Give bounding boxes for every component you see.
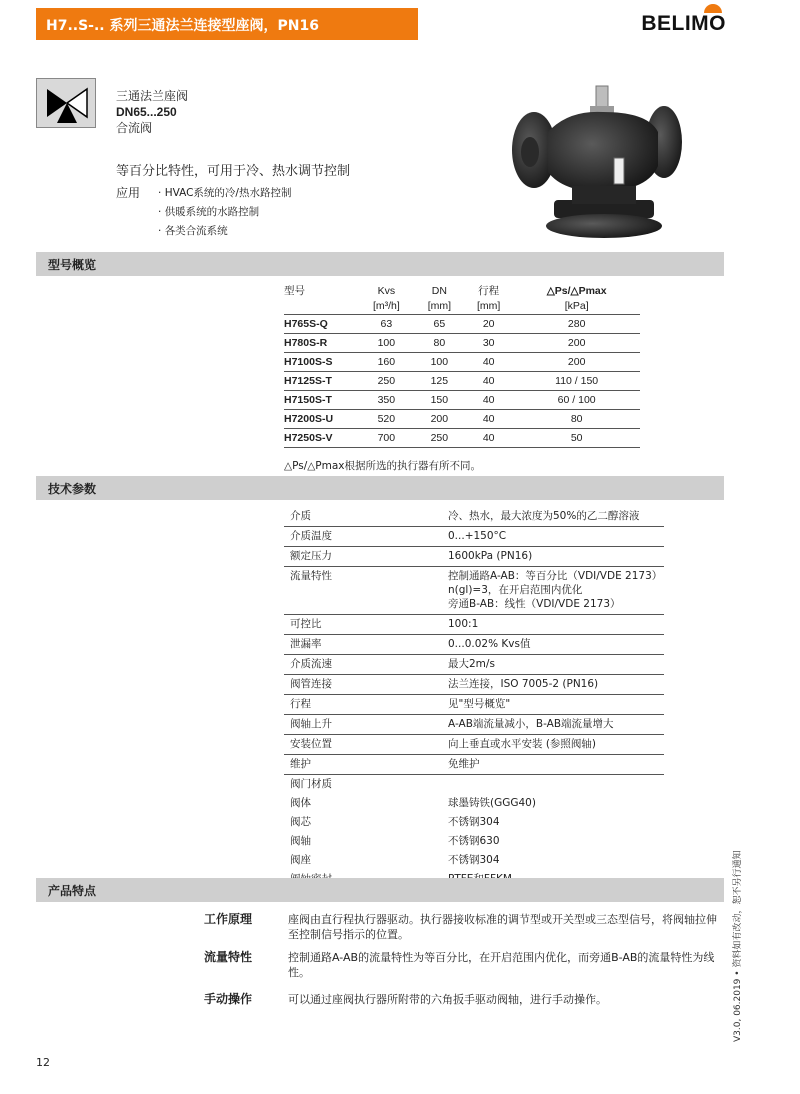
model-note: △Ps/△Pmax根据所选的执行器有所不同。 bbox=[284, 460, 482, 472]
table-row bbox=[284, 410, 640, 429]
applications-label: 应用 bbox=[116, 186, 141, 200]
spec-value: 0...+150°C bbox=[442, 527, 664, 547]
spec-key: 阀门材质 bbox=[290, 778, 332, 790]
spec-key: 阀芯 bbox=[290, 816, 311, 828]
cell: H7150S-T bbox=[284, 391, 358, 410]
cell: 40 bbox=[464, 391, 513, 410]
spec-value bbox=[442, 567, 664, 615]
cell: H7100S-S bbox=[284, 353, 358, 372]
spec-value: 最大2m/s bbox=[442, 655, 664, 675]
spec-value: 100:1 bbox=[442, 615, 664, 635]
cell: H7200S-U bbox=[284, 410, 358, 429]
spec-key: 安装位置 bbox=[284, 735, 442, 755]
unit-header: [mm] bbox=[464, 299, 513, 315]
table-row bbox=[284, 695, 664, 715]
table-row bbox=[284, 715, 664, 735]
spec-value: A-AB端流量减小，B-AB端流量增大 bbox=[442, 715, 664, 735]
list-item: · HVAC系统的冷/热水路控制 bbox=[158, 184, 291, 203]
brand-logo: BELIMO bbox=[641, 12, 726, 35]
section-title: 型号概览 bbox=[48, 258, 97, 272]
spec-value: 向上垂直或水平安装 (参照阀轴) bbox=[442, 735, 664, 755]
table-row bbox=[284, 507, 664, 527]
spec-value-line: 旁通B-AB：线性（VDI/VDE 2173） bbox=[448, 598, 621, 610]
spec-value: 不锈钢304 bbox=[448, 816, 500, 828]
table-row bbox=[284, 315, 640, 334]
spec-key: 阀体 bbox=[290, 797, 311, 809]
page-title: H7..S-.. 系列三通法兰连接型座阀，PN16 bbox=[46, 18, 319, 34]
table-row bbox=[284, 567, 664, 615]
cell: 65 bbox=[415, 315, 464, 334]
section-title: 产品特点 bbox=[48, 884, 97, 898]
valve-type: 合流阀 bbox=[116, 121, 153, 135]
column-header: DN bbox=[431, 284, 447, 297]
column-header: △Ps/△Pmax bbox=[546, 284, 607, 297]
table-row bbox=[284, 391, 640, 410]
cell: 200 bbox=[513, 353, 640, 372]
cell: 280 bbox=[513, 315, 640, 334]
cell: 20 bbox=[464, 315, 513, 334]
table-row bbox=[284, 429, 640, 448]
column-header: 行程 bbox=[478, 285, 500, 297]
applications-list bbox=[158, 184, 291, 241]
table-row bbox=[284, 655, 664, 675]
product-summary bbox=[116, 88, 188, 136]
cell: 200 bbox=[415, 410, 464, 429]
spec-value: 0...0.02% Kvs值 bbox=[442, 635, 664, 655]
feature-key: 手动操作 bbox=[204, 992, 253, 1006]
column-header: 型号 bbox=[284, 285, 305, 297]
section-title: 技术参数 bbox=[48, 482, 97, 496]
feature-text: 座阀由直行程执行器驱动。执行器接收标准的调节型或开关型或三态型信号，将阀轴拉伸至控制信号指示的位置。 bbox=[288, 913, 717, 941]
spec-value-line: n(gl)=3，在开启范围内优化 bbox=[448, 584, 583, 596]
model-overview-table bbox=[284, 282, 640, 448]
spec-key: 行程 bbox=[284, 695, 442, 715]
section-bar-models bbox=[36, 252, 724, 276]
cell: H7125S-T bbox=[284, 372, 358, 391]
cell: 40 bbox=[464, 353, 513, 372]
spec-value-line: 控制通路A-AB：等百分比（VDI/VDE 2173） bbox=[448, 570, 663, 582]
table-row bbox=[284, 675, 664, 695]
cell: 150 bbox=[415, 391, 464, 410]
spec-key: 介质温度 bbox=[284, 527, 442, 547]
cell: 63 bbox=[358, 315, 415, 334]
spec-value: 免维护 bbox=[442, 755, 664, 775]
table-row bbox=[284, 813, 664, 832]
valve-product-image bbox=[508, 80, 688, 250]
cell: 50 bbox=[513, 429, 640, 448]
list-item: · 供暖系统的水路控制 bbox=[158, 203, 291, 222]
spec-value: 不锈钢304 bbox=[448, 854, 500, 866]
page-number: 12 bbox=[36, 1056, 50, 1069]
unit-header: [m³/h] bbox=[358, 299, 415, 315]
product-name: 三通法兰座阀 bbox=[116, 89, 189, 103]
feature-key: 工作原理 bbox=[204, 912, 253, 926]
cell: 60 / 100 bbox=[513, 391, 640, 410]
spec-value: 球墨铸铁(GGG40) bbox=[448, 797, 536, 809]
table-row bbox=[284, 547, 664, 567]
cell: 40 bbox=[464, 429, 513, 448]
tech-spec-table bbox=[284, 507, 664, 889]
table-row bbox=[284, 775, 664, 795]
cell: 250 bbox=[415, 429, 464, 448]
cell: 125 bbox=[415, 372, 464, 391]
table-row bbox=[284, 851, 664, 870]
spec-key: 维护 bbox=[284, 755, 442, 775]
table-row bbox=[284, 353, 640, 372]
table-row bbox=[284, 735, 664, 755]
cell: 520 bbox=[358, 410, 415, 429]
table-row bbox=[284, 755, 664, 775]
cell: 110 / 150 bbox=[513, 372, 640, 391]
cell: 80 bbox=[513, 410, 640, 429]
spec-value: 冷、热水，最大浓度为50%的乙二醇溶液 bbox=[442, 507, 664, 527]
spec-key: 介质流速 bbox=[284, 655, 442, 675]
spec-key: 阀轴上升 bbox=[284, 715, 442, 735]
spec-key: 流量特性 bbox=[284, 567, 442, 615]
cell: 40 bbox=[464, 410, 513, 429]
spec-key: 额定压力 bbox=[284, 547, 442, 567]
feature-key: 流量特性 bbox=[204, 950, 253, 964]
valve-symbol-icon bbox=[36, 78, 96, 128]
table-row bbox=[284, 372, 640, 391]
section-bar-tech bbox=[36, 476, 724, 500]
spec-value: 见"型号概览" bbox=[442, 695, 664, 715]
cell: 80 bbox=[415, 334, 464, 353]
cell: 350 bbox=[358, 391, 415, 410]
cell: 30 bbox=[464, 334, 513, 353]
spec-value: 不锈钢630 bbox=[448, 835, 500, 847]
section-bar-features bbox=[36, 878, 724, 902]
version-note: V3.0, 06.2019 • 资料如有改动，恕不另行通知 bbox=[733, 850, 743, 1042]
unit-header: [mm] bbox=[415, 299, 464, 315]
unit-header bbox=[284, 299, 358, 315]
list-item: · 各类合流系统 bbox=[158, 222, 291, 241]
cell: H765S-Q bbox=[284, 315, 358, 334]
feature-text: 控制通路A-AB的流量特性为等百分比，在开启范围内优化，而旁通B-AB的流量特性为线性。 bbox=[288, 951, 715, 979]
feature-text: 可以通过座阀执行器所附带的六角扳手驱动阀轴，进行手动操作。 bbox=[288, 993, 607, 1006]
table-row bbox=[284, 794, 664, 813]
spec-key: 阀轴 bbox=[290, 835, 311, 847]
spec-value: 1600kPa (PN16) bbox=[442, 547, 664, 567]
unit-header: [kPa] bbox=[513, 299, 640, 315]
spec-value bbox=[442, 775, 664, 795]
spec-key: 介质 bbox=[284, 507, 442, 527]
cell: 40 bbox=[464, 372, 513, 391]
table-row bbox=[284, 527, 664, 547]
table-row bbox=[284, 635, 664, 655]
table-row bbox=[284, 832, 664, 851]
cell: 160 bbox=[358, 353, 415, 372]
tagline: 等百分比特性，可用于冷、热水调节控制 bbox=[116, 164, 351, 179]
cell: 100 bbox=[415, 353, 464, 372]
cell: H7250S-V bbox=[284, 429, 358, 448]
spec-key: 泄漏率 bbox=[284, 635, 442, 655]
title-banner bbox=[36, 8, 418, 40]
table-row bbox=[284, 615, 664, 635]
spec-value: 法兰连接，ISO 7005-2 (PN16) bbox=[442, 675, 664, 695]
cell: 250 bbox=[358, 372, 415, 391]
column-header: Kvs bbox=[377, 284, 396, 297]
dn-range: DN65...250 bbox=[116, 105, 177, 119]
table-row bbox=[284, 334, 640, 353]
spec-key: 阀管连接 bbox=[284, 675, 442, 695]
cell: 200 bbox=[513, 334, 640, 353]
cell: H780S-R bbox=[284, 334, 358, 353]
cell: 700 bbox=[358, 429, 415, 448]
spec-key: 阀座 bbox=[290, 854, 311, 866]
spec-key: 可控比 bbox=[284, 615, 442, 635]
cell: 100 bbox=[358, 334, 415, 353]
